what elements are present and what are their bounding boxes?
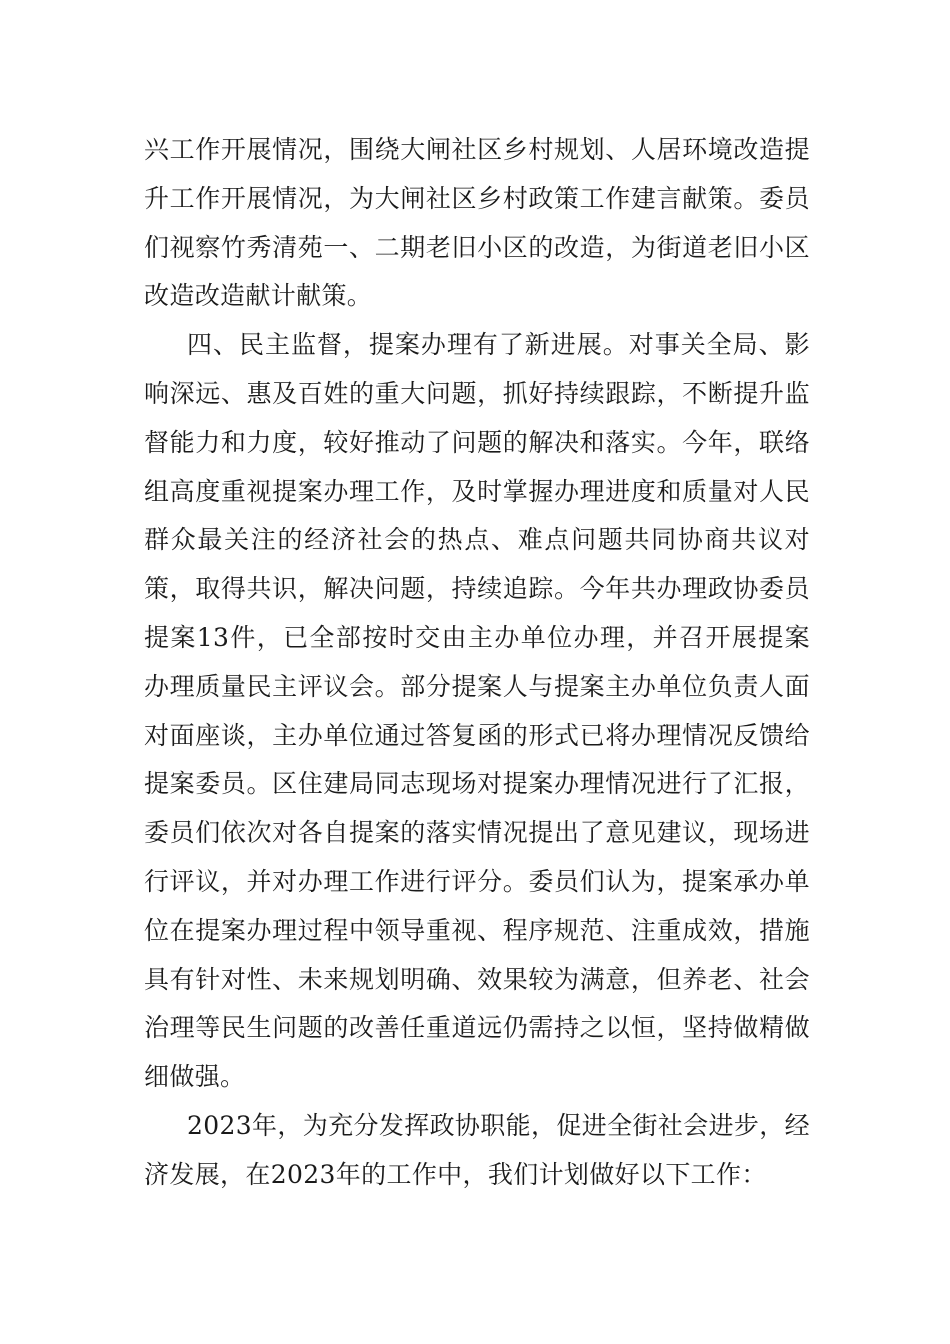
paragraph-2023-plan: 2023年，为充分发挥政协职能，促进全街社会进步，经济发展，在2023年的工作中，我们计划做好以下工作： bbox=[144, 1110, 810, 1189]
paragraph-continuation: 兴工作开展情况，围绕大闸社区乡村规划、人居环境改造提升工作开展情况，为大闸社区乡村政策工作建言献策。委员们视察竹秀清苑一、二期老旧小区的改造，为街道老旧小区改造改造献计献策。 bbox=[144, 135, 810, 311]
paragraph-democratic-supervision: 四、民主监督，提案办理有了新进展。对事关全局、影响深远、惠及百姓的重大问题，抓好持续跟踪，不断提升监督能力和力度，较好推动了问题的解决和落实。今年，联络组高度重视提案办理工作，及时掌握办理进度和质量对人民群众最关注的经济社会的热点、难点问题共同协商共议对策，取得共识，解决问题，持续追踪。今年共办理政协委员提案13件，已全部按时交由主办单位办理，并召开展提案办理质量民主评议会。部分提案人与提案主办单位负责人面对面座谈，主办单位通过答复函的形式已将办理情况反馈给提案委员。区住建局同志现场对提案办理情况进行了汇报，委员们依次对各自提案的落实情况提出了意见建议，现场进行评议，并对办理工作进行评分。委员们认为，提案承办单位在提案办理过程中领导重视、程序规范、注重成效，措施具有针对性、未来规划明确、效果较为满意，但养老、社会治理等民生问题的改善任重道远仍需持之以恒，坚持做精做细做强。 bbox=[144, 330, 810, 1092]
document-body bbox=[144, 126, 810, 1200]
